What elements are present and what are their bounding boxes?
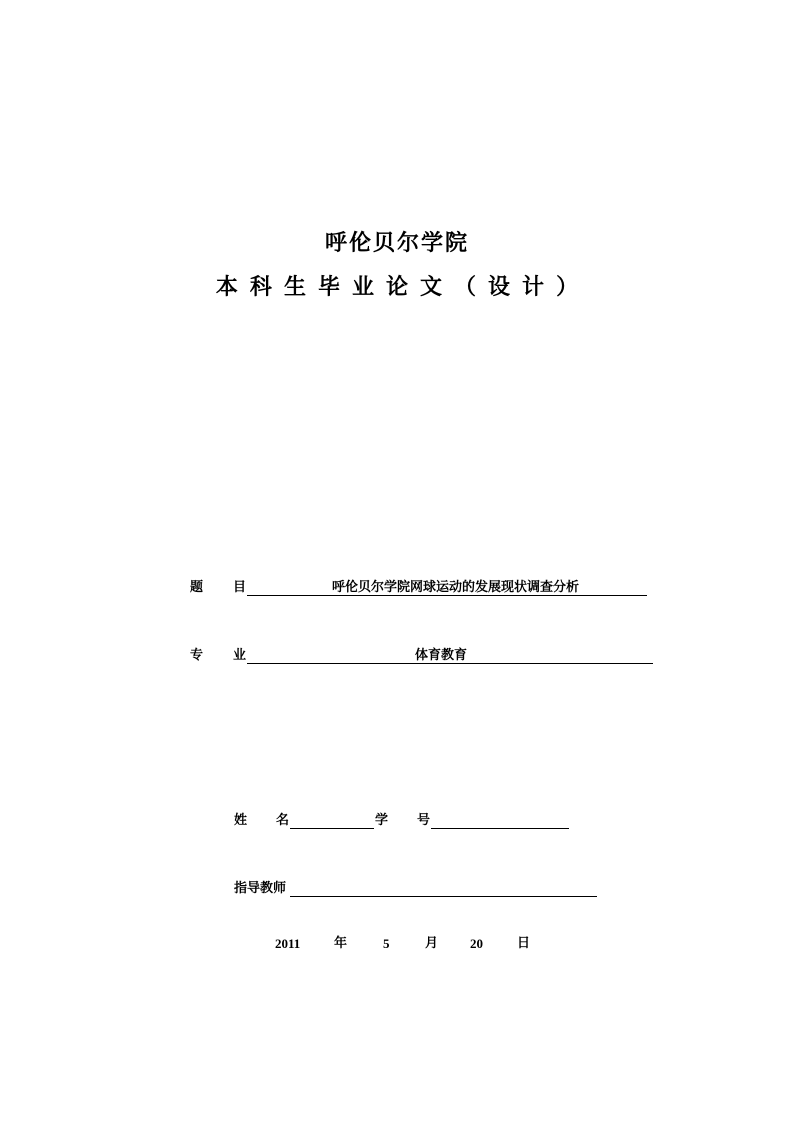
name-id-row — [0, 813, 794, 833]
document-type-char: ） — [556, 275, 579, 300]
date-month-unit: 月 — [425, 936, 439, 951]
date-year-unit: 年 — [334, 936, 348, 951]
major-label-second: 业 — [233, 648, 247, 663]
major-row — [0, 648, 794, 668]
date-row — [0, 936, 794, 956]
document-type-char: 论 — [385, 275, 408, 300]
name-label-first: 姓 — [234, 813, 248, 828]
document-type-char: 本 — [215, 275, 238, 300]
major-value: 体育教育 — [415, 648, 468, 663]
document-type-char: 计 — [522, 275, 545, 300]
name-underline — [290, 828, 374, 829]
advisor-underline — [290, 896, 597, 897]
date-day: 20 — [470, 936, 483, 951]
document-type-char: 文 — [420, 275, 443, 300]
date-day-unit: 日 — [517, 936, 531, 951]
student-id-label-first: 学 — [375, 813, 389, 828]
student-id-underline — [431, 828, 569, 829]
topic-label-second: 目 — [233, 580, 247, 595]
document-type-title — [0, 270, 794, 301]
topic-label-first: 题 — [190, 580, 204, 595]
topic-value: 呼伦贝尔学院网球运动的发展现状调查分析 — [332, 580, 580, 595]
advisor-label: 指导教师 — [234, 881, 287, 896]
document-type-char: 毕 — [317, 275, 340, 300]
name-label-second: 名 — [276, 813, 290, 828]
document-type-char: （ — [454, 275, 477, 300]
document-type-char: 设 — [488, 275, 511, 300]
date-month: 5 — [383, 936, 390, 951]
university-title: 呼伦贝尔学院 — [324, 231, 469, 256]
major-label-first: 专 — [190, 648, 204, 663]
advisor-row — [0, 881, 794, 901]
document-type-char: 业 — [351, 275, 374, 300]
document-type-char: 科 — [249, 275, 272, 300]
student-id-label-second: 号 — [417, 813, 431, 828]
date-year: 2011 — [275, 936, 301, 951]
document-type-char: 生 — [283, 275, 306, 300]
topic-row — [0, 580, 794, 600]
